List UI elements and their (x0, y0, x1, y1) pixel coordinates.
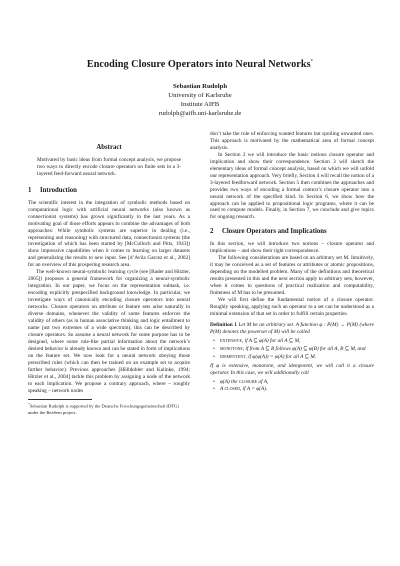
definition-property-list (210, 338, 374, 361)
section-1-heading (28, 188, 190, 195)
property-term: extensive, (220, 337, 244, 344)
bullet-glyph: • (213, 386, 215, 393)
closure-term: closed (224, 386, 241, 393)
section-2-paragraph-2: The following considerations are based on an arbitrary set M. Intuitively, it may be conceived as a set of features or attributes or atomic propositions, depending on the modelled problem. Many of the definitions and theoretical results presented in this and the next section apply to arbitrary sets, however, when it comes to questions of practical realization and computability, finiteness of M has to be presumed. (210, 255, 374, 297)
bullet-glyph: • (213, 337, 215, 344)
section-2-number: 2 (210, 228, 214, 236)
title-footnote-mark: * (310, 59, 314, 65)
author-block (0, 83, 400, 119)
intro-paragraph-2: The well-known neural-symbolic learning cycle (see [Bader and Hitzler, 2005]) proposes a general framework for organizing a neural-symbolic integration. In our paper, we focus on the representation subtask, i.e. encoding explicitly prespecified background knowledge. In particular, we investigate ways of canonically encoding closure operators into neural networks. Closure operators on attribute or feature sets arise naturally in diverse domains, whenever the validity of some features enforces the validity of others (as in human associative thinking and logic entailment to name just two extremes of a wide spectrum), this can be described by closure operators. So assume a neural network for some purpose has to be designed, where some rule-like partial information about the network’s desired behavior is already known and can be stated in form of implications on the feature set. We now look for a neural network obeying those prescribed rules (which can then be trained on an example set to acquire further behavior). Previous approaches [Hölldobler and Kalinke, 1994; Hitzler et al., 2004] tackle this problem by assigning a node of the network to each implication. We propose a contrary approach, where – roughly speaking – network nodes (28, 269, 190, 394)
section-2-heading (210, 229, 374, 236)
bullet-glyph: • (213, 378, 215, 385)
closure-operator-text (210, 363, 374, 377)
section-2-paragraph-3: We will first define the fundamental notion of a closure operator. Roughly speaking, applying such an operator to a set can be understood as a minimal extension of that set in order to fulfill certain properties. (210, 296, 374, 317)
property-text: if A ⊆ φ(A) for all A ⊆ M, (243, 337, 301, 344)
section-2-paragraph-1: In this section, we will introduce two notions – closure operator and implications – and show their tight correspondence. (210, 241, 374, 255)
affiliation-university: University of Karlsruhe (168, 91, 232, 99)
bullet-glyph: • (213, 353, 215, 360)
author-email: rudolph@aifb.uni-karlsruhe.de (158, 109, 242, 117)
closure-term-tail: of A, (257, 378, 269, 385)
abstract-text: Motivated by basic ideas from formal concept analysis, we propose two ways to directly encode closure operators on finite sets in a 3-layered feed-forward neural network. (37, 156, 181, 177)
section-1-title: Introduction (40, 186, 77, 194)
property-term: monotone, (220, 345, 245, 352)
footnote-divider (28, 399, 92, 400)
definition-property-item (210, 354, 374, 361)
footnote (28, 402, 190, 415)
definition-1 (210, 322, 374, 336)
definition-1-text: Let M be an arbitrary set. A function φ : P(M) → P(M) (where P(M) denotes the powerset of M) will be called (210, 321, 374, 335)
closure-term-tail: , if A = φ(A). (240, 386, 268, 393)
property-text: if φ(φ(A)) = φ(A) for all A ⊆ M. (246, 353, 317, 360)
affiliation-institute: Institute AIFB (180, 100, 220, 108)
definition-1-label: Definition 1 (210, 321, 237, 328)
abstract-heading: Abstract (96, 144, 122, 151)
closure-term: closure (238, 378, 258, 385)
property-text: if from A ⊆ B follows φ(A) ⊆ φ(B) for all A, B ⊆ M, and (244, 345, 366, 352)
closure-term-item (210, 386, 374, 393)
closure-operator-sentence: If φ is extensive, monotone, and idempotent, we will call it a closure operator. In this case, we will additionally call (210, 362, 374, 376)
closure-term-lead: A (220, 386, 225, 393)
abstract-body (28, 157, 190, 178)
intro-paragraph-1: The scientific interest in the integration of symbolic methods based on computational logic with artificial neural networks (also known as connectionist systems) has grown significantly in the last years. As a motivating goal of those efforts appears to combine the advantages of both approaches: While symbolic systems are superior in dealing (i.e., representing and reasoning) with structured data, connectionist systems (the investigation of which has been started by [McCulloch and Pitts, 1943]) show impressive capabilities when it comes to learning on larger datasets and generalizing the results to new input. See [d’Avila Garcez et al., 2002] for an overview of this prospering research area. (28, 199, 190, 269)
footnote-mark: * (28, 402, 30, 407)
closure-term-list (210, 379, 374, 394)
right-column (210, 131, 374, 395)
intro-paragraph-3: In Section 2 we will introduce the basic notions closure operator and implication and show their correspondence. Section 3 will sketch the elementary ideas of formal concept analysis, based on which we will unfold our representation approach. Very briefly, Section 4 will recall the notion of a 3-layered feedforward network. Section 5 then combines the approaches and provides two ways of encoding a formal context’s closure operator into a neural network of the specified kind. In Section 6, we show how the approach can be applied to propositional logic programs, where it can be used to compute models. Finally, in Section 7, we conclude and give topics for ongoing research. (210, 151, 375, 221)
section-1-number: 1 (28, 186, 32, 194)
definition-property-item (210, 346, 374, 353)
author-name: Sebastian Rudolph (172, 83, 228, 90)
section-2-title: Closure Operators and Implications (222, 228, 327, 236)
definition-property-item (210, 338, 374, 345)
closure-term-item (210, 379, 374, 386)
footnote-text: Sebastian Rudolph is supported by the Deutsche Forschungsgemeinschaft (DFG) under the ReaSem project. (28, 403, 179, 415)
property-term: idempotent, (220, 353, 247, 360)
title-text: Encoding Closure Operators into Neural Networks (86, 59, 311, 70)
paper-title (0, 59, 400, 70)
left-column (28, 145, 190, 416)
closure-term-lead: φ(A) the (220, 378, 239, 385)
intro-paragraph-continued: don’t take the role of enforcing wanted features but spoiling unwanted ones. This approach is motivated by the mathematical area of formal concept analysis. (210, 131, 374, 151)
bullet-glyph: • (213, 345, 215, 352)
